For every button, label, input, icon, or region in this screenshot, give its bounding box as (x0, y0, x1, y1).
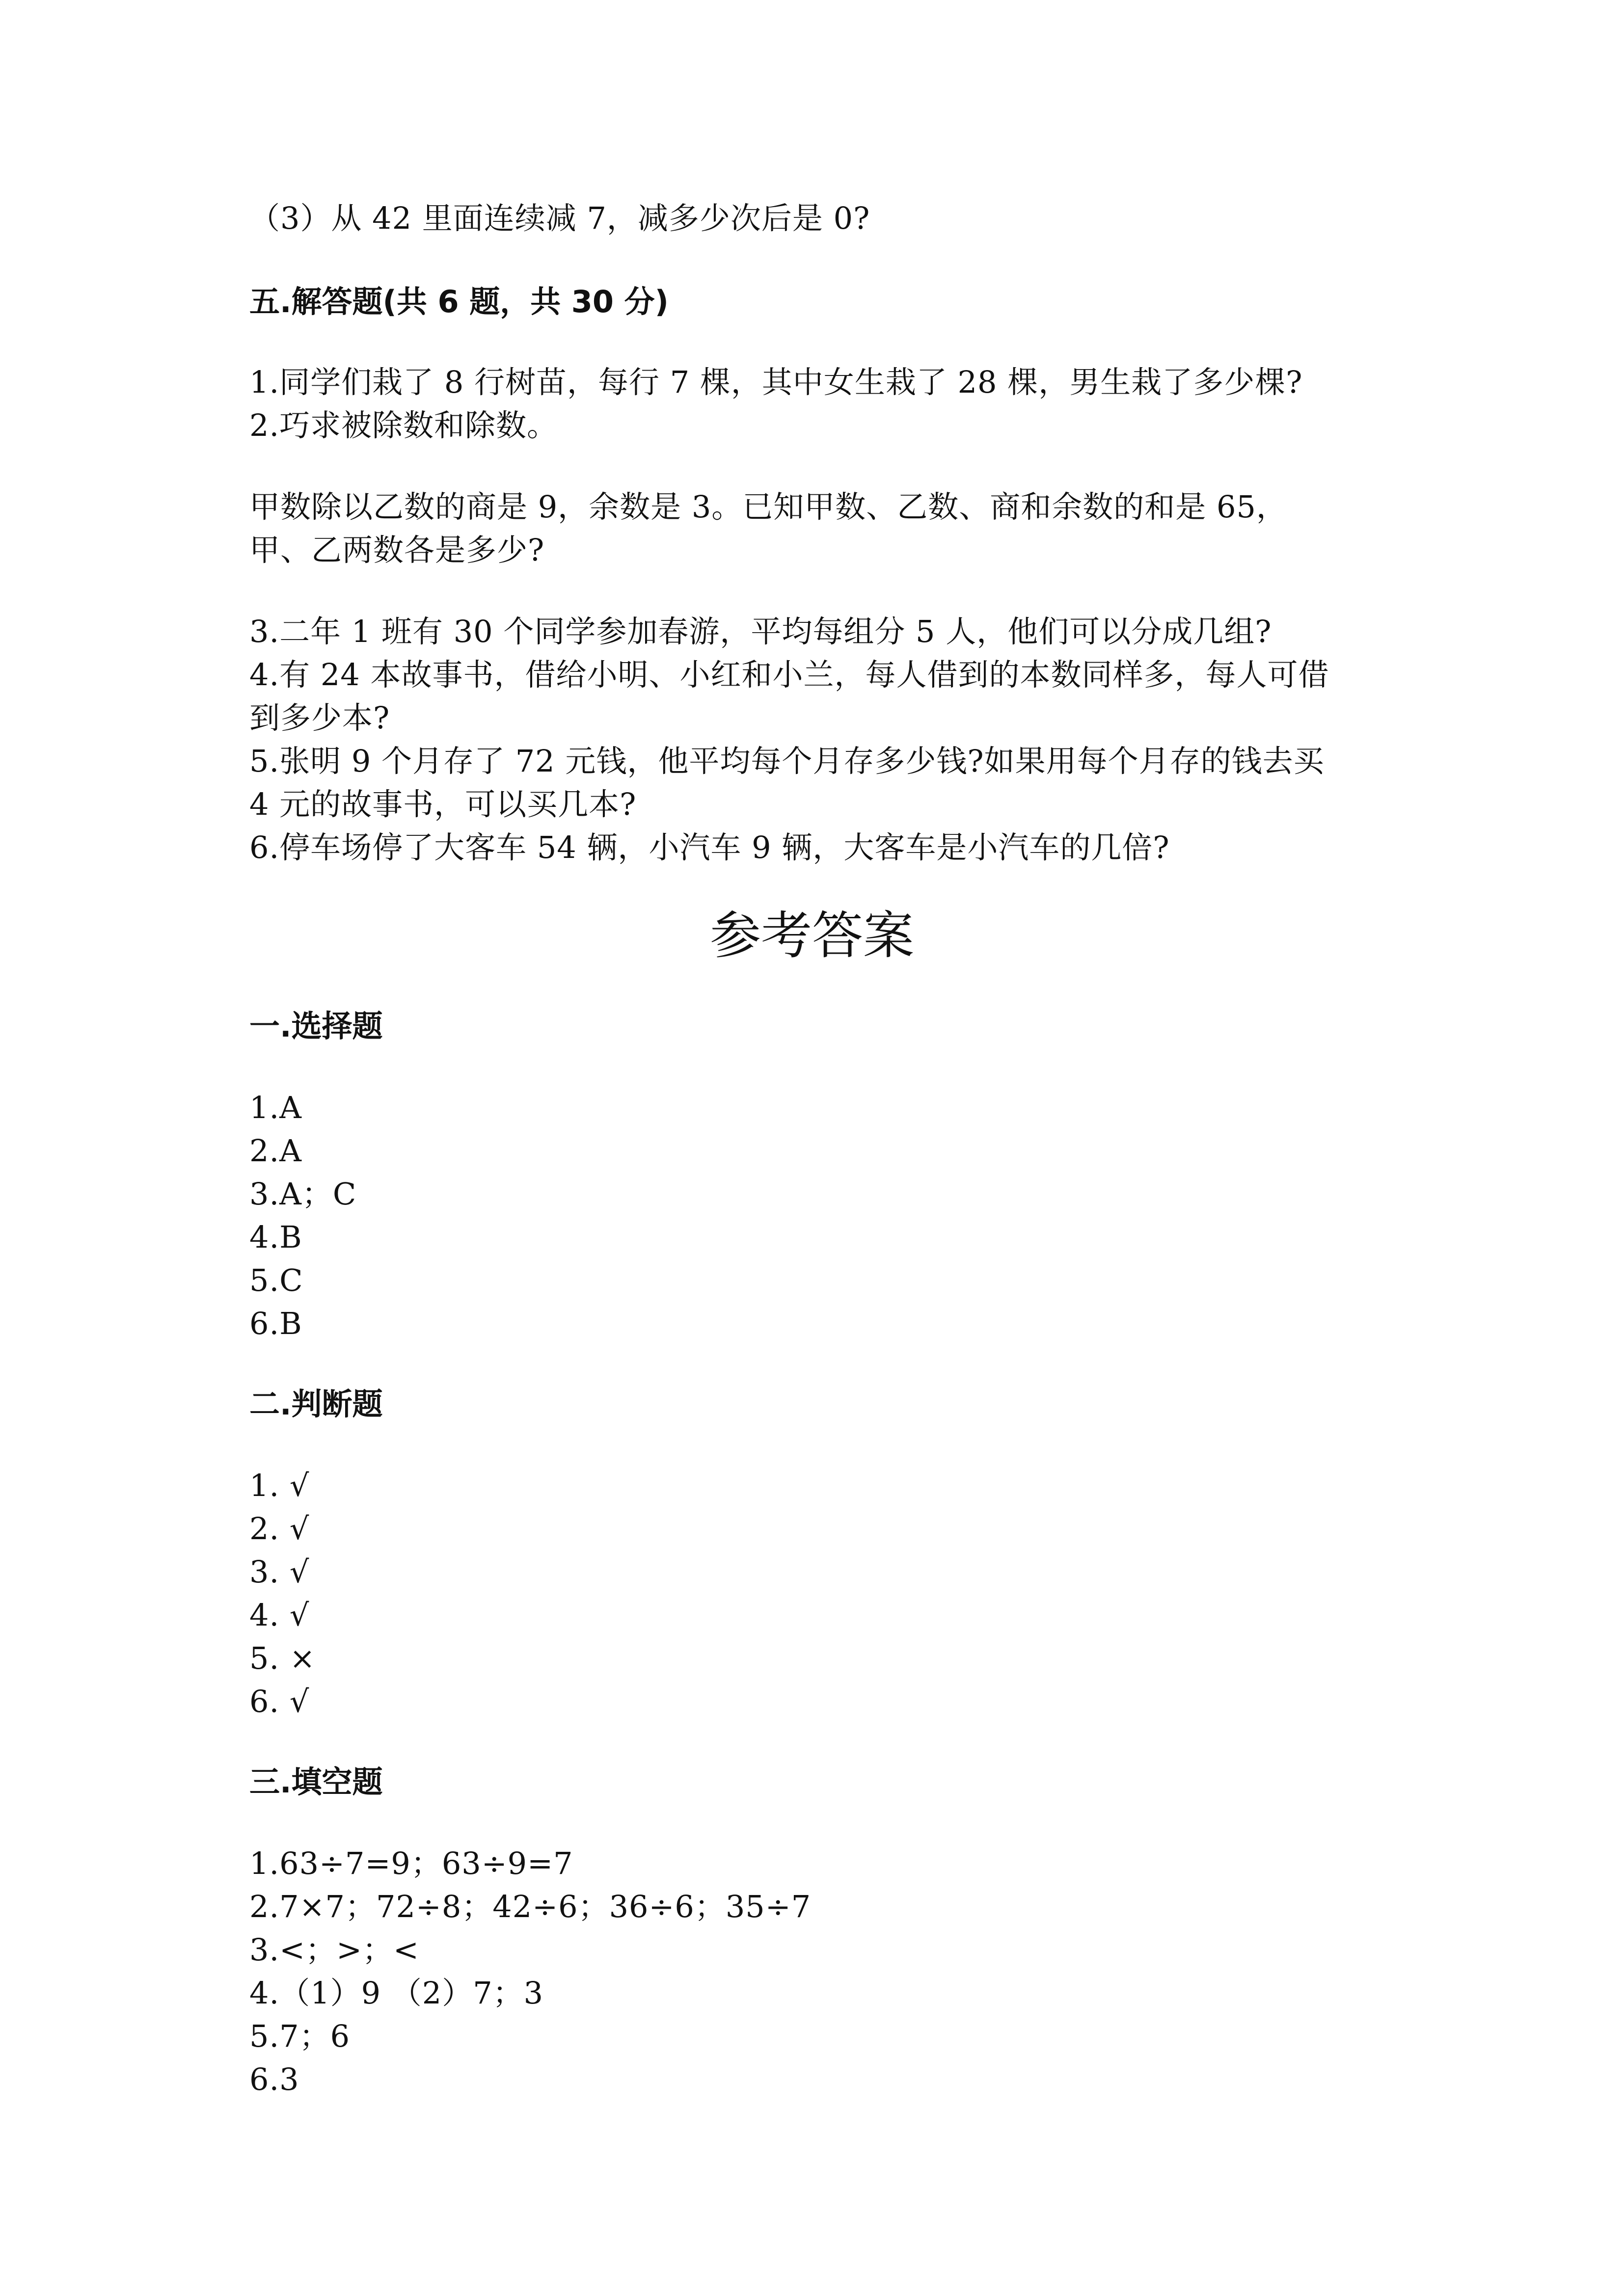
question-5-5-line-2: 4 元的故事书，可以买几本? (249, 786, 637, 822)
answer-3-5: 5.7；6 (249, 2018, 351, 2054)
answer-2-1: 1. √ (249, 1468, 310, 1503)
answer-1-2: 2.A (249, 1133, 302, 1169)
answer-2-4: 4. √ (249, 1597, 310, 1633)
answer-1-3: 3.A；C (249, 1176, 357, 1212)
answer-3-3: 3.<；>；< (249, 1932, 420, 1968)
question-5-2-body-line-1: 甲数除以乙数的商是 9，余数是 3。已知甲数、乙数、商和余数的和是 65， (249, 489, 1287, 525)
answer-section-2-heading: 二.判断题 (249, 1386, 383, 1422)
question-5-2-body-line-2: 甲、乙两数各是多少? (249, 532, 545, 568)
answer-3-6: 6.3 (249, 2061, 299, 2097)
answer-2-3: 3. √ (249, 1554, 310, 1590)
section-5-heading: 五.解答题(共 6 题，共 30 分) (249, 284, 669, 320)
answer-1-1: 1.A (249, 1090, 302, 1125)
answer-section-3-heading: 三.填空题 (249, 1764, 383, 1800)
answer-1-4: 4.B (249, 1219, 302, 1255)
answer-3-4: 4.（1）9 （2）7；3 (249, 1975, 544, 2011)
answer-1-5: 5.C (249, 1262, 303, 1298)
question-5-5-line-1: 5.张明 9 个月存了 72 元钱，他平均每个月存多少钱?如果用每个月存的钱去买 (249, 743, 1325, 779)
answer-key-title: 参考答案 (709, 906, 914, 965)
question-5-2-title: 2.巧求被除数和除数。 (249, 407, 558, 443)
question-4-3-text: （3）从 42 里面连续减 7，减多少次后是 0? (249, 200, 870, 236)
question-5-6-text: 6.停车场停了大客车 54 辆，小汽车 9 辆，大客车是小汽车的几倍? (249, 829, 1170, 865)
answer-2-6: 6. √ (249, 1683, 310, 1719)
question-5-3-text: 3.二年 1 班有 30 个同学参加春游，平均每组分 5 人，他们可以分成几组? (249, 614, 1272, 649)
answer-2-2: 2. √ (249, 1511, 310, 1547)
question-5-4-line-1: 4.有 24 本故事书，借给小明、小红和小兰，每人借到的本数同样多，每人可借 (249, 657, 1329, 693)
answer-1-6: 6.B (249, 1306, 302, 1341)
question-5-1-text: 1.同学们栽了 8 行树苗，每行 7 棵，其中女生栽了 28 棵，男生栽了多少棵? (249, 364, 1303, 400)
answer-section-1-heading: 一.选择题 (249, 1008, 383, 1044)
answer-3-1: 1.63÷7=9；63÷9=7 (249, 1845, 573, 1881)
question-5-4-line-2: 到多少本? (249, 700, 390, 736)
answer-2-5: 5. × (249, 1640, 316, 1676)
answer-3-2: 2.7×7；72÷8；42÷6；36÷6；35÷7 (249, 1889, 812, 1924)
